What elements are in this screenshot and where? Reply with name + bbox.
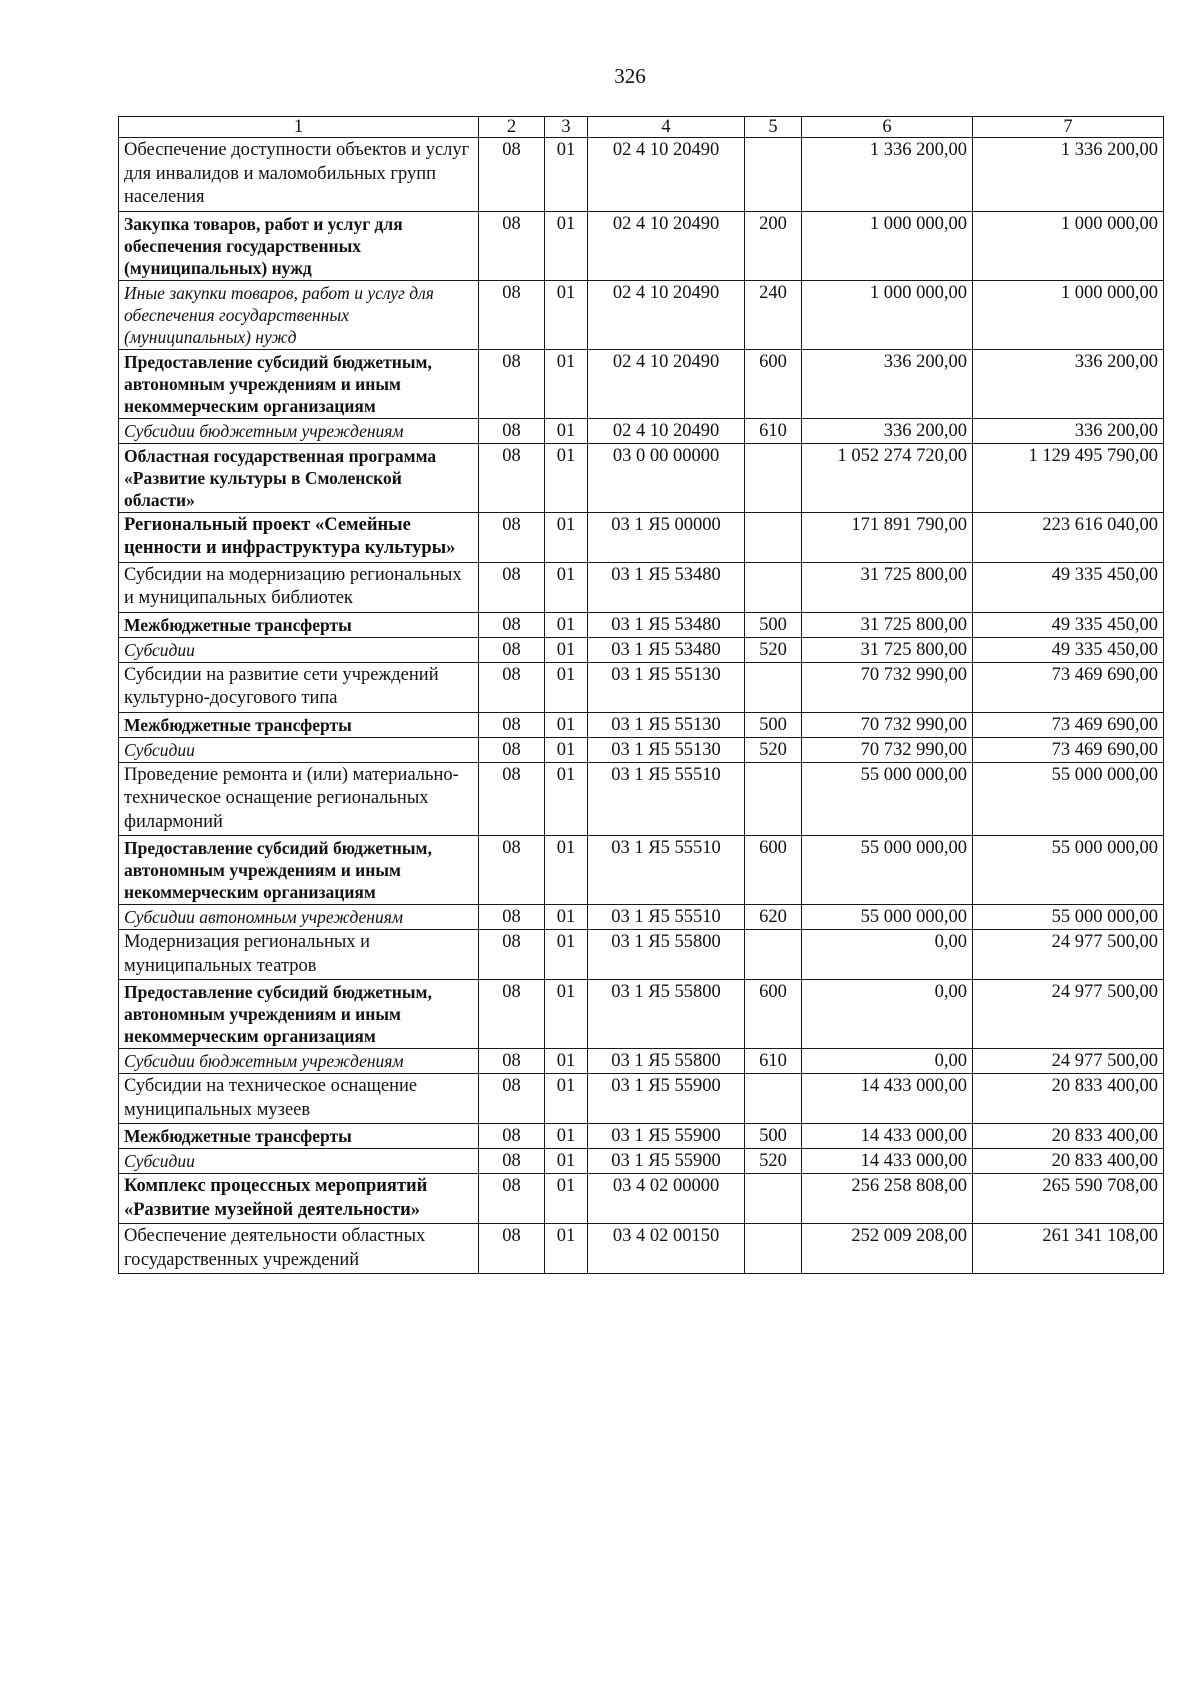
subsection-code-cell: 01	[545, 562, 588, 612]
column-header-4: 4	[588, 117, 745, 138]
amount-year2-cell: 73 469 690,00	[973, 737, 1164, 762]
table-row	[119, 612, 1164, 637]
subsection-code-cell: 01	[545, 1049, 588, 1074]
amount-year1-cell: 1 000 000,00	[802, 211, 973, 280]
subsection-code-cell: 01	[545, 280, 588, 349]
target-article-cell: 02 4 10 20490	[588, 349, 745, 418]
table-row	[119, 1124, 1164, 1149]
table-row	[119, 349, 1164, 418]
target-article-cell: 03 4 02 00000	[588, 1174, 745, 1224]
table-header-row	[119, 117, 1164, 138]
section-code-cell: 08	[479, 980, 545, 1049]
expense-type-cell	[745, 562, 802, 612]
table-row	[119, 712, 1164, 737]
section-code-cell: 08	[479, 418, 545, 443]
amount-year2-cell: 24 977 500,00	[973, 980, 1164, 1049]
subsection-code-cell: 01	[545, 211, 588, 280]
page-number: 326	[614, 64, 646, 88]
amount-year1-cell: 14 433 000,00	[802, 1074, 973, 1124]
row-name-cell: Иные закупки товаров, работ и услуг для обеспечения государственных (муниципальных) нужд	[119, 280, 479, 349]
row-name-cell: Предоставление субсидий бюджетным, автономным учреждениям и иным некоммерческим организациям	[119, 349, 479, 418]
target-article-cell: 03 1 Я5 55130	[588, 737, 745, 762]
table-row	[119, 737, 1164, 762]
target-article-cell: 03 1 Я5 55510	[588, 836, 745, 905]
column-header-2: 2	[479, 117, 545, 138]
subsection-code-cell: 01	[545, 762, 588, 836]
section-code-cell: 08	[479, 1124, 545, 1149]
amount-year2-cell: 49 335 450,00	[973, 637, 1164, 662]
subsection-code-cell: 01	[545, 637, 588, 662]
target-article-cell: 02 4 10 20490	[588, 138, 745, 212]
table-row	[119, 211, 1164, 280]
subsection-code-cell: 01	[545, 905, 588, 930]
target-article-cell: 03 1 Я5 55130	[588, 712, 745, 737]
section-code-cell: 08	[479, 1174, 545, 1224]
expense-type-cell: 620	[745, 905, 802, 930]
amount-year1-cell: 252 009 208,00	[802, 1224, 973, 1274]
amount-year2-cell: 336 200,00	[973, 418, 1164, 443]
row-name-cell: Модернизация региональных и муниципальных театров	[119, 930, 479, 980]
amount-year1-cell: 256 258 808,00	[802, 1174, 973, 1224]
subsection-code-cell: 01	[545, 836, 588, 905]
row-name-cell: Субсидии на развитие сети учреждений культурно-досугового типа	[119, 662, 479, 712]
amount-year2-cell: 223 616 040,00	[973, 512, 1164, 562]
subsection-code-cell: 01	[545, 980, 588, 1049]
target-article-cell: 03 1 Я5 00000	[588, 512, 745, 562]
expense-type-cell	[745, 1174, 802, 1224]
target-article-cell: 03 0 00 00000	[588, 443, 745, 512]
expense-type-cell	[745, 138, 802, 212]
row-name-cell: Межбюджетные трансферты	[119, 712, 479, 737]
target-article-cell: 03 1 Я5 55510	[588, 905, 745, 930]
section-code-cell: 08	[479, 1049, 545, 1074]
row-name-cell: Субсидии	[119, 1149, 479, 1174]
amount-year1-cell: 31 725 800,00	[802, 612, 973, 637]
table-row	[119, 836, 1164, 905]
amount-year2-cell: 73 469 690,00	[973, 712, 1164, 737]
section-code-cell: 08	[479, 562, 545, 612]
section-code-cell: 08	[479, 836, 545, 905]
target-article-cell: 03 1 Я5 55510	[588, 762, 745, 836]
column-header-7: 7	[973, 117, 1164, 138]
amount-year2-cell: 24 977 500,00	[973, 930, 1164, 980]
amount-year1-cell: 55 000 000,00	[802, 905, 973, 930]
expense-type-cell	[745, 443, 802, 512]
amount-year2-cell: 1 336 200,00	[973, 138, 1164, 212]
target-article-cell: 03 1 Я5 53480	[588, 562, 745, 612]
section-code-cell: 08	[479, 1224, 545, 1274]
table-row	[119, 418, 1164, 443]
amount-year2-cell: 49 335 450,00	[973, 562, 1164, 612]
amount-year1-cell: 1 052 274 720,00	[802, 443, 973, 512]
section-code-cell: 08	[479, 905, 545, 930]
column-header-1: 1	[119, 117, 479, 138]
amount-year1-cell: 0,00	[802, 1049, 973, 1074]
row-name-cell: Областная государственная программа «Развитие культуры в Смоленской области»	[119, 443, 479, 512]
subsection-code-cell: 01	[545, 1124, 588, 1149]
section-code-cell: 08	[479, 737, 545, 762]
expense-type-cell: 610	[745, 1049, 802, 1074]
target-article-cell: 02 4 10 20490	[588, 418, 745, 443]
row-name-cell: Предоставление субсидий бюджетным, автономным учреждениям и иным некоммерческим организациям	[119, 980, 479, 1049]
table-row	[119, 1174, 1164, 1224]
amount-year1-cell: 336 200,00	[802, 418, 973, 443]
row-name-cell: Субсидии бюджетным учреждениям	[119, 418, 479, 443]
subsection-code-cell: 01	[545, 349, 588, 418]
amount-year1-cell: 14 433 000,00	[802, 1124, 973, 1149]
target-article-cell: 03 1 Я5 55900	[588, 1074, 745, 1124]
table-row	[119, 1074, 1164, 1124]
amount-year1-cell: 70 732 990,00	[802, 737, 973, 762]
amount-year2-cell: 20 833 400,00	[973, 1149, 1164, 1174]
column-header-6: 6	[802, 117, 973, 138]
subsection-code-cell: 01	[545, 1149, 588, 1174]
target-article-cell: 03 4 02 00150	[588, 1224, 745, 1274]
amount-year1-cell: 31 725 800,00	[802, 637, 973, 662]
row-name-cell: Субсидии на техническое оснащение муниципальных музеев	[119, 1074, 479, 1124]
table-row	[119, 762, 1164, 836]
target-article-cell: 02 4 10 20490	[588, 211, 745, 280]
table-row	[119, 1224, 1164, 1274]
expense-type-cell: 240	[745, 280, 802, 349]
row-name-cell: Закупка товаров, работ и услуг для обеспечения государственных (муниципальных) нужд	[119, 211, 479, 280]
amount-year2-cell: 261 341 108,00	[973, 1224, 1164, 1274]
amount-year1-cell: 70 732 990,00	[802, 662, 973, 712]
table-row	[119, 1149, 1164, 1174]
amount-year1-cell: 55 000 000,00	[802, 836, 973, 905]
amount-year2-cell: 49 335 450,00	[973, 612, 1164, 637]
amount-year1-cell: 31 725 800,00	[802, 562, 973, 612]
expense-type-cell: 520	[745, 637, 802, 662]
target-article-cell: 03 1 Я5 55800	[588, 980, 745, 1049]
table-row	[119, 905, 1164, 930]
subsection-code-cell: 01	[545, 138, 588, 212]
row-name-cell: Субсидии бюджетным учреждениям	[119, 1049, 479, 1074]
expense-type-cell: 500	[745, 712, 802, 737]
row-name-cell: Проведение ремонта и (или) материально-техническое оснащение региональных филармоний	[119, 762, 479, 836]
row-name-cell: Субсидии автономным учреждениям	[119, 905, 479, 930]
amount-year2-cell: 55 000 000,00	[973, 905, 1164, 930]
expense-type-cell: 600	[745, 349, 802, 418]
amount-year2-cell: 1 000 000,00	[973, 211, 1164, 280]
target-article-cell: 03 1 Я5 53480	[588, 612, 745, 637]
expense-type-cell: 500	[745, 612, 802, 637]
subsection-code-cell: 01	[545, 712, 588, 737]
amount-year2-cell: 55 000 000,00	[973, 836, 1164, 905]
row-name-cell: Межбюджетные трансферты	[119, 1124, 479, 1149]
subsection-code-cell: 01	[545, 1074, 588, 1124]
amount-year1-cell: 14 433 000,00	[802, 1149, 973, 1174]
target-article-cell: 03 1 Я5 55900	[588, 1149, 745, 1174]
expense-type-cell: 610	[745, 418, 802, 443]
subsection-code-cell: 01	[545, 662, 588, 712]
table-row	[119, 280, 1164, 349]
subsection-code-cell: 01	[545, 1224, 588, 1274]
expense-type-cell: 600	[745, 980, 802, 1049]
row-name-cell: Региональный проект «Семейные ценности и инфраструктура культуры»	[119, 512, 479, 562]
section-code-cell: 08	[479, 280, 545, 349]
amount-year2-cell: 20 833 400,00	[973, 1124, 1164, 1149]
amount-year1-cell: 1 336 200,00	[802, 138, 973, 212]
row-name-cell: Субсидии	[119, 637, 479, 662]
column-header-3: 3	[545, 117, 588, 138]
section-code-cell: 08	[479, 138, 545, 212]
section-code-cell: 08	[479, 762, 545, 836]
amount-year2-cell: 265 590 708,00	[973, 1174, 1164, 1224]
amount-year1-cell: 1 000 000,00	[802, 280, 973, 349]
target-article-cell: 03 1 Я5 55800	[588, 1049, 745, 1074]
expense-type-cell	[745, 1074, 802, 1124]
row-name-cell: Обеспечение доступности объектов и услуг для инвалидов и маломобильных групп населения	[119, 138, 479, 212]
amount-year2-cell: 20 833 400,00	[973, 1074, 1164, 1124]
amount-year2-cell: 1 129 495 790,00	[973, 443, 1164, 512]
section-code-cell: 08	[479, 712, 545, 737]
row-name-cell: Обеспечение деятельности областных государственных учреждений	[119, 1224, 479, 1274]
expense-type-cell: 600	[745, 836, 802, 905]
expense-type-cell	[745, 1224, 802, 1274]
section-code-cell: 08	[479, 930, 545, 980]
section-code-cell: 08	[479, 512, 545, 562]
expense-type-cell: 520	[745, 1149, 802, 1174]
row-name-cell: Межбюджетные трансферты	[119, 612, 479, 637]
table-row	[119, 443, 1164, 512]
amount-year1-cell: 171 891 790,00	[802, 512, 973, 562]
amount-year2-cell: 24 977 500,00	[973, 1049, 1164, 1074]
amount-year1-cell: 55 000 000,00	[802, 762, 973, 836]
section-code-cell: 08	[479, 443, 545, 512]
table-row	[119, 930, 1164, 980]
table-row	[119, 1049, 1164, 1074]
section-code-cell: 08	[479, 637, 545, 662]
section-code-cell: 08	[479, 1074, 545, 1124]
amount-year1-cell: 70 732 990,00	[802, 712, 973, 737]
subsection-code-cell: 01	[545, 512, 588, 562]
table-row	[119, 637, 1164, 662]
section-code-cell: 08	[479, 1149, 545, 1174]
amount-year1-cell: 336 200,00	[802, 349, 973, 418]
target-article-cell: 03 1 Я5 55800	[588, 930, 745, 980]
table-row	[119, 138, 1164, 212]
subsection-code-cell: 01	[545, 612, 588, 637]
expense-type-cell: 500	[745, 1124, 802, 1149]
subsection-code-cell: 01	[545, 443, 588, 512]
row-name-cell: Предоставление субсидий бюджетным, автономным учреждениям и иным некоммерческим организациям	[119, 836, 479, 905]
subsection-code-cell: 01	[545, 418, 588, 443]
amount-year1-cell: 0,00	[802, 930, 973, 980]
section-code-cell: 08	[479, 662, 545, 712]
subsection-code-cell: 01	[545, 930, 588, 980]
amount-year2-cell: 336 200,00	[973, 349, 1164, 418]
amount-year2-cell: 55 000 000,00	[973, 762, 1164, 836]
target-article-cell: 02 4 10 20490	[588, 280, 745, 349]
expense-type-cell	[745, 512, 802, 562]
expense-type-cell	[745, 930, 802, 980]
expense-type-cell	[745, 762, 802, 836]
column-header-5: 5	[745, 117, 802, 138]
expense-type-cell: 520	[745, 737, 802, 762]
amount-year2-cell: 73 469 690,00	[973, 662, 1164, 712]
amount-year2-cell: 1 000 000,00	[973, 280, 1164, 349]
expense-type-cell	[745, 662, 802, 712]
table-row	[119, 980, 1164, 1049]
table-row	[119, 562, 1164, 612]
target-article-cell: 03 1 Я5 55130	[588, 662, 745, 712]
target-article-cell: 03 1 Я5 55900	[588, 1124, 745, 1149]
amount-year1-cell: 0,00	[802, 980, 973, 1049]
section-code-cell: 08	[479, 612, 545, 637]
budget-table	[118, 116, 1164, 1274]
section-code-cell: 08	[479, 349, 545, 418]
table-body	[119, 117, 1164, 1274]
row-name-cell: Комплекс процессных мероприятий «Развитие музейной деятельности»	[119, 1174, 479, 1224]
row-name-cell: Субсидии	[119, 737, 479, 762]
row-name-cell: Субсидии на модернизацию региональных и муниципальных библиотек	[119, 562, 479, 612]
expense-type-cell: 200	[745, 211, 802, 280]
subsection-code-cell: 01	[545, 737, 588, 762]
table-row	[119, 512, 1164, 562]
target-article-cell: 03 1 Я5 53480	[588, 637, 745, 662]
table-row	[119, 662, 1164, 712]
section-code-cell: 08	[479, 211, 545, 280]
subsection-code-cell: 01	[545, 1174, 588, 1224]
